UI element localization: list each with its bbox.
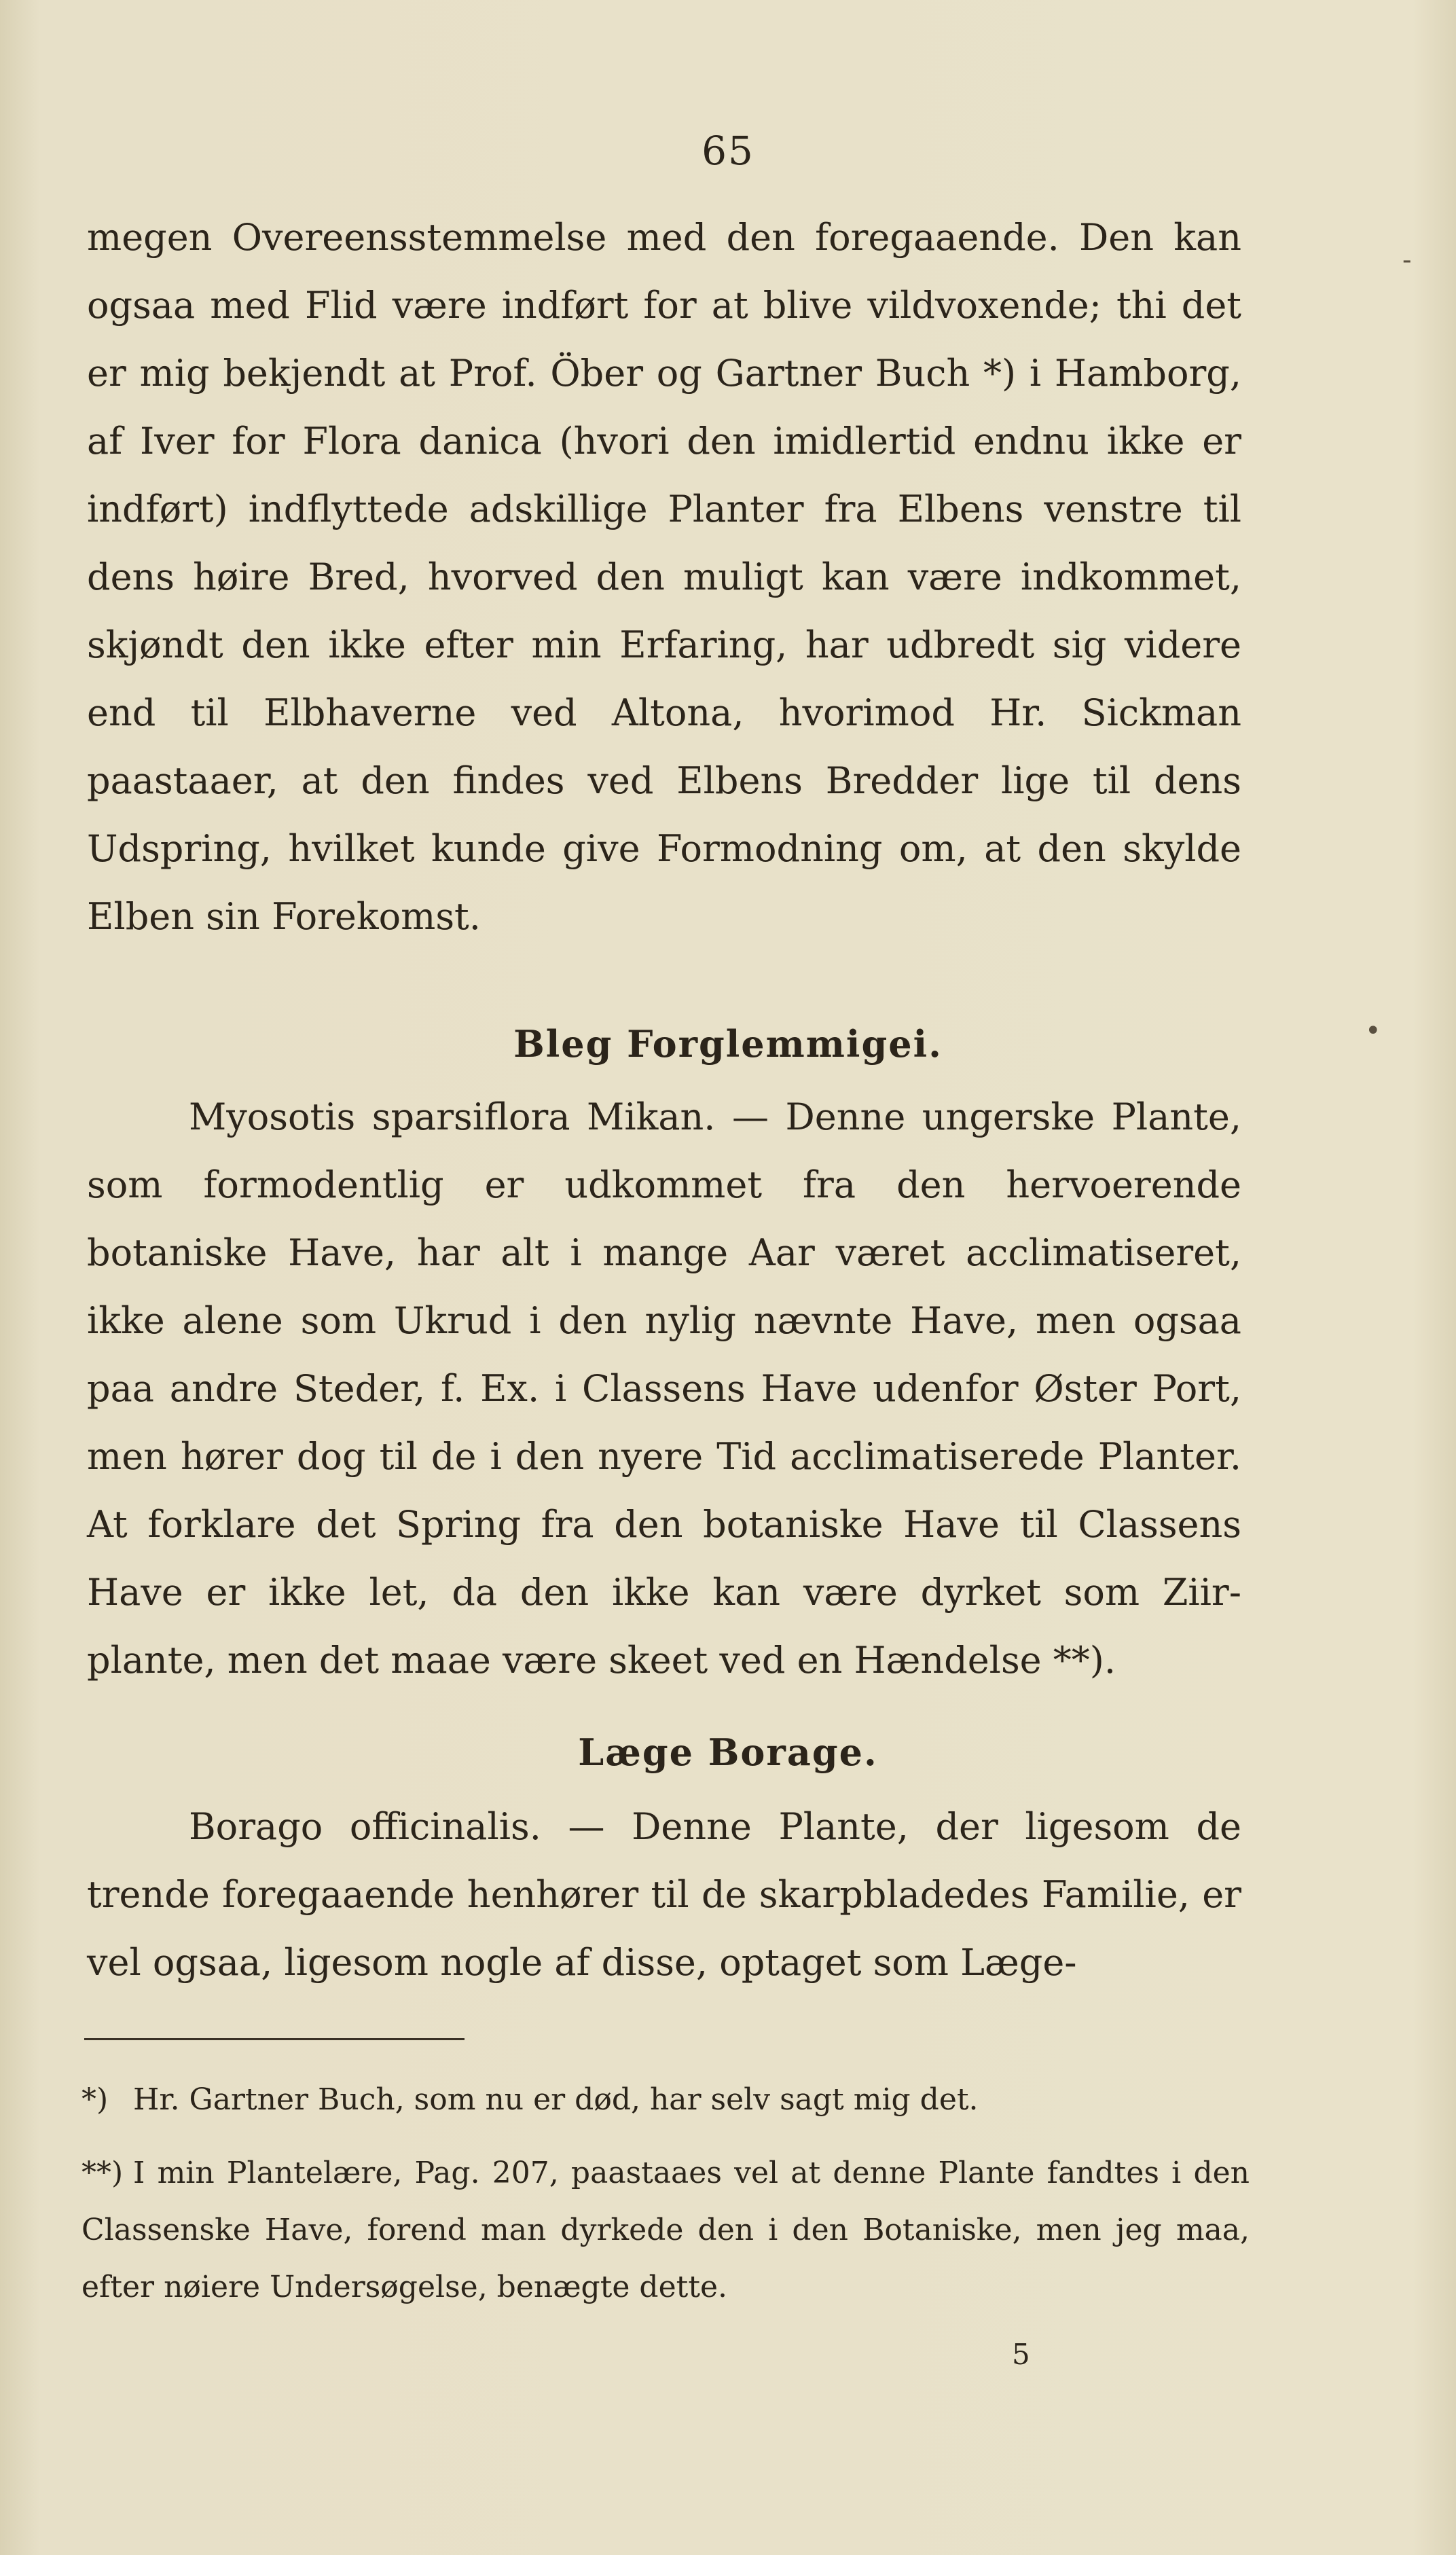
footnote-divider [84,2038,465,2040]
ink-speck-mark: • [1365,1015,1381,1047]
body-paragraph-3: Borago officinalis. — Denne Plante, der ligesom de trende foregaaende henhører til de skarpbladedes Familie, er vel ogsaa, ligesom nogle af disse, optaget som Læge- [87,1805,1241,1984]
footnote-1 [81,2071,1250,2128]
section-heading-bleg-forglemmigei: Bleg Forglemmigei. [513,1022,943,1066]
footnote-1-mark: *) [81,2082,109,2117]
signature-mark: 5 [1012,2338,1030,2371]
margin-dash-mark: - [1402,244,1412,276]
footnote-2-mark: **) [81,2156,124,2190]
body-paragraph-2: Myosotis sparsiflora Mikan. — Denne ungerske Plante, som formodentlig er udkommet fra den hervoerende botaniske Have, har alt i mange Aar været acclimatiseret, ikke alene som Ukrud i den nylig nævnte Have, men ogsaa paa andre Steder, f. Ex. i Classens Have udenfor Øster Port, men hører dog til de i den nyere Tid acclimatiserede Planter. At forklare det Spring fra den botaniske Have til Classens Have er ikke let, da den ikke kan være dyrket som Ziir-plante, men det maae være skeet ved en Hændelse **). [87,1095,1241,1682]
page-number: 65 [702,128,754,174]
footnote-1-text: Hr. Gartner Buch, som nu er død, har selv sagt mig det. [133,2082,979,2117]
footnote-2-text: I min Plantelære, Pag. 207, paastaaes vel at denne Plante fandtes i den Classenske Have, forend man dyrkede den i den Botaniske, men jeg maa, efter nøiere Undersøgelse, benægte dette. [81,2156,1250,2304]
body-paragraph-1: megen Overeensstemmelse med den foregaaende. Den kan ogsaa med Flid være indført for at blive vildvoxende; thi det er mig bekjendt at Prof. Öber og Gartner Buch *) i Hamborg, af Iver for Flora danica (hvori den imidlertid endnu ikke er indført) indflyttede adskillige Planter fra Elbens venstre til dens høire Bred, hvorved den muligt kan være indkommet, skjøndt den ikke efter min Erfaring, har udbredt sig videre end til Elbhaverne ved Altona, hvorimod Hr. Sickman paastaaer, at den findes ved Elbens Bredder lige til dens Udspring, hvilket kunde give Formodning om, at den skylde Elben sin Forekomst. [87,216,1241,938]
section-heading-laege-borage: Læge Borage. [578,1730,878,1774]
footnote-2 [81,2145,1250,2316]
